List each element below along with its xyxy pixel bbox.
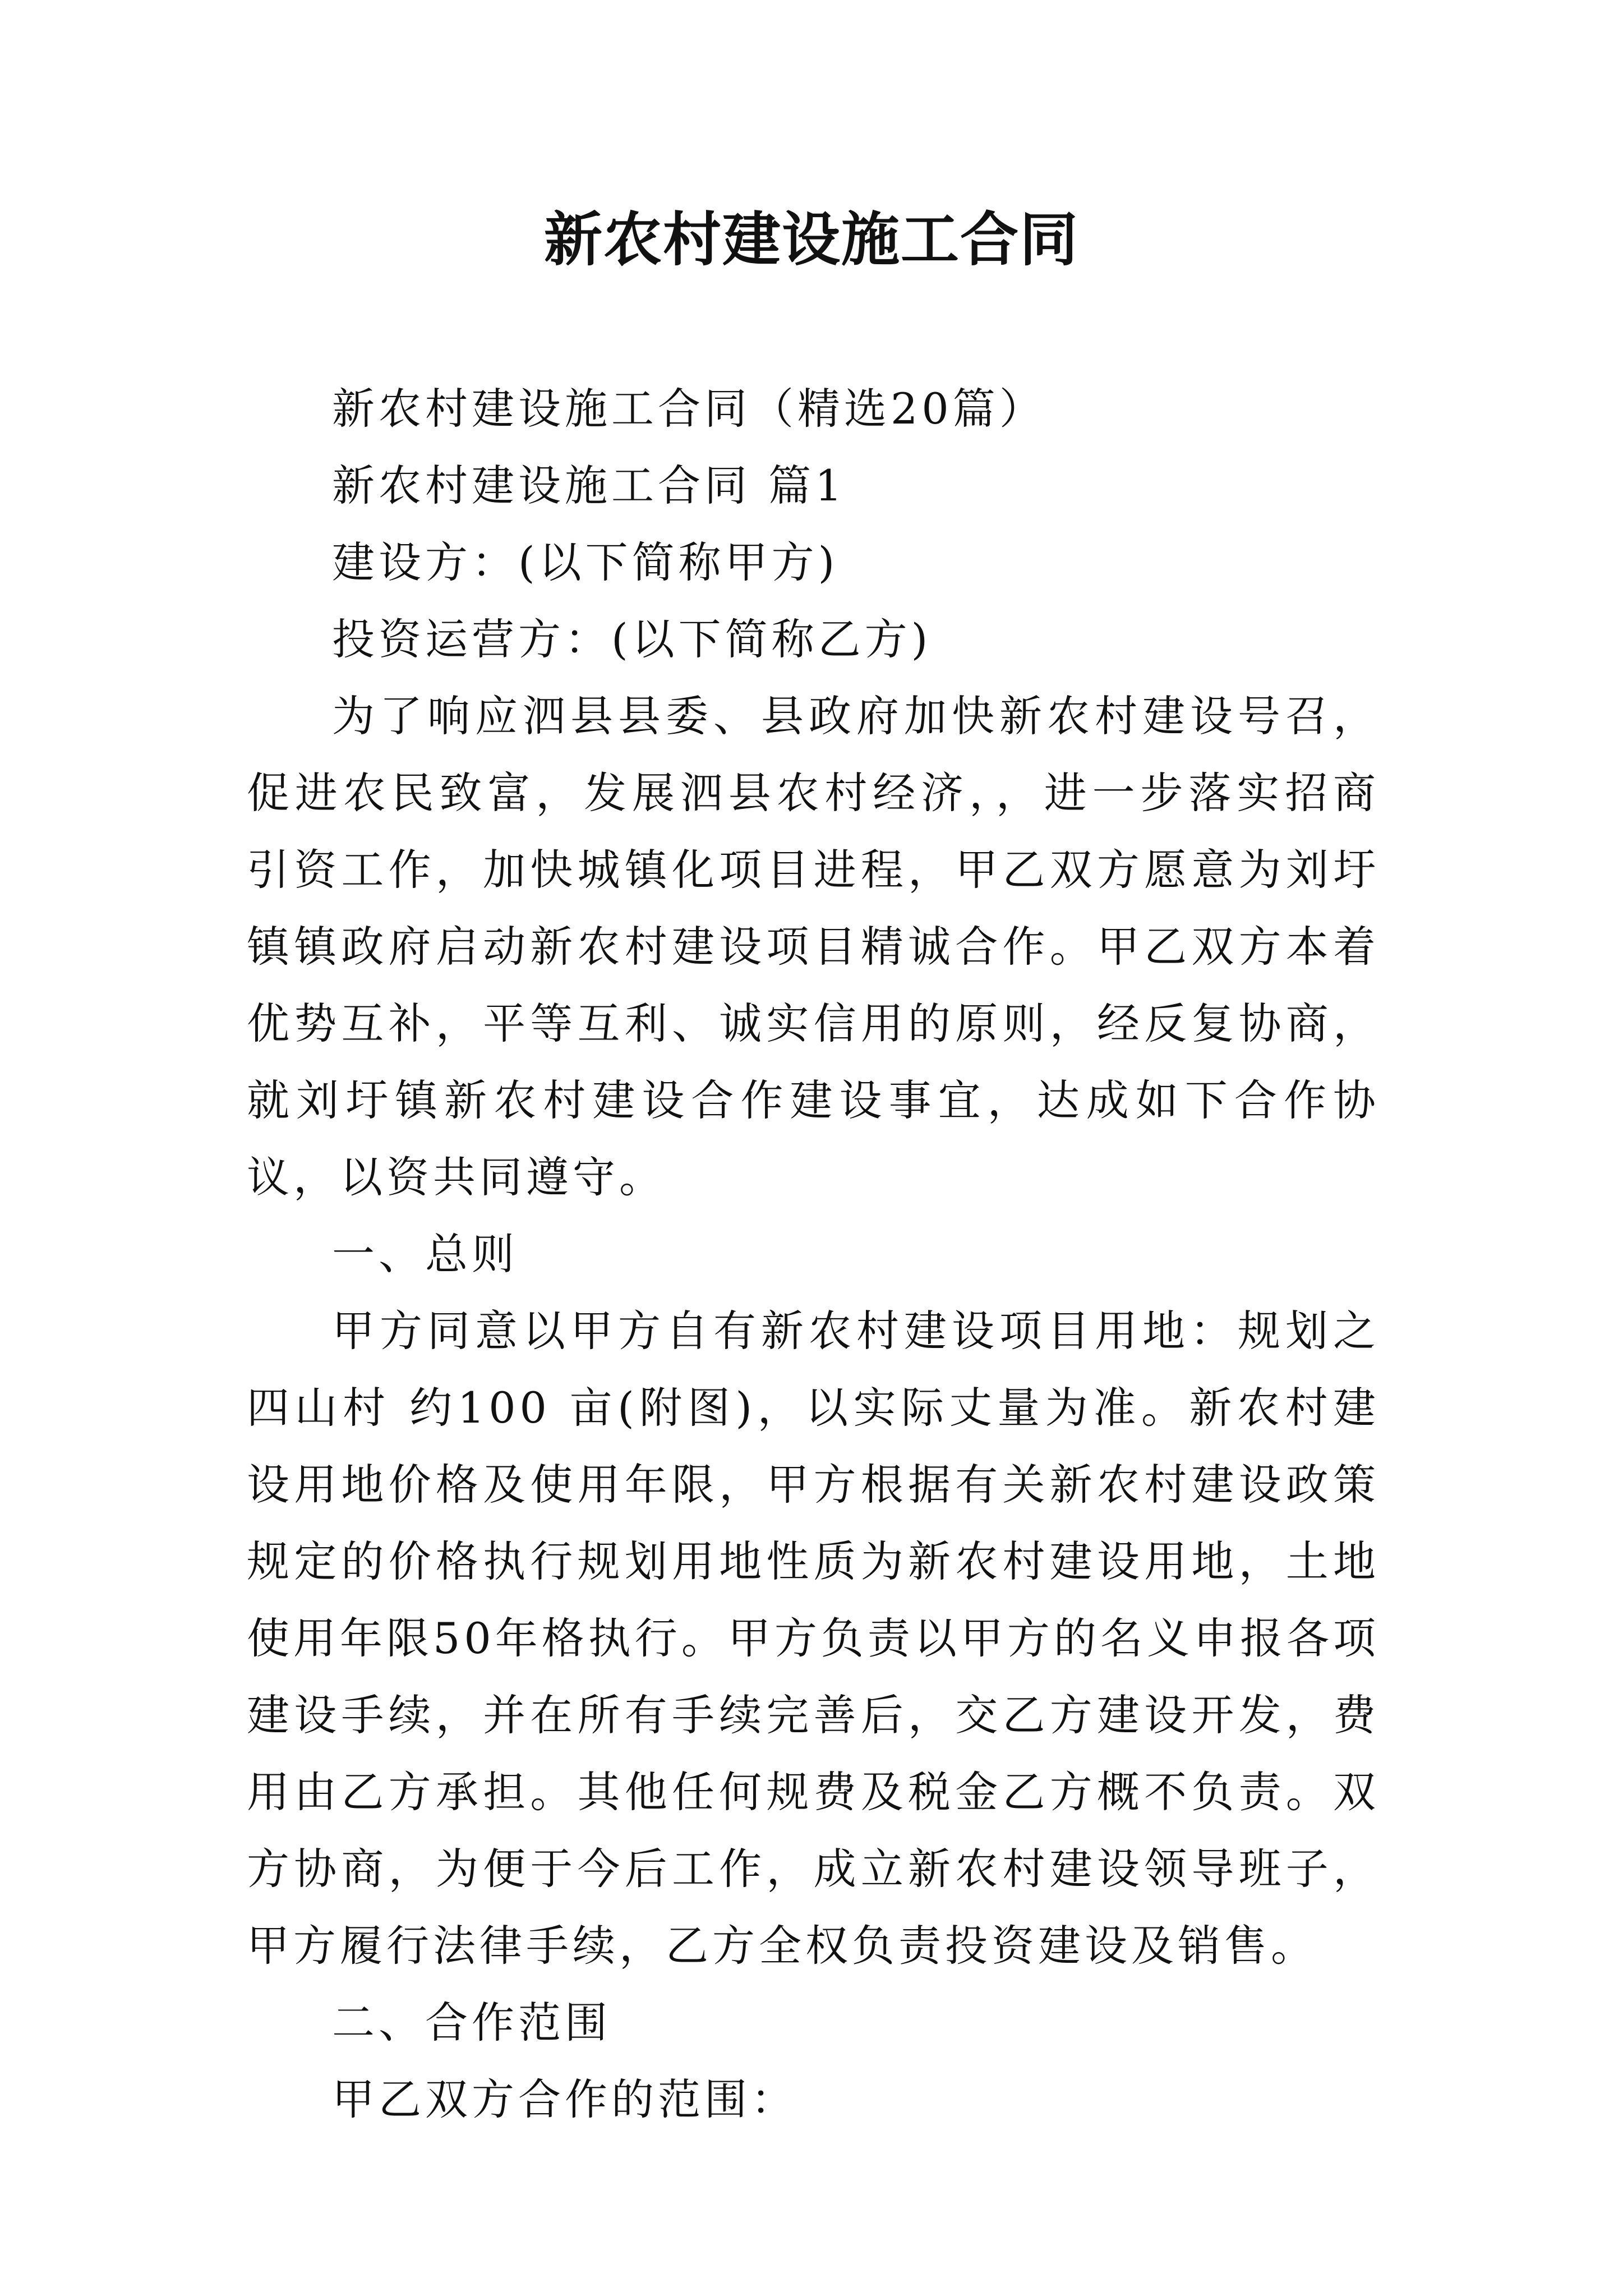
document-body [247, 370, 1380, 2138]
chapter-heading: 新农村建设施工合同 篇1 [332, 461, 846, 510]
party-a-line: 建设方：(以下简称甲方) [332, 537, 839, 587]
document-title: 新农村建设施工合同 [543, 205, 1079, 274]
subtitle-paragraph: 新农村建设施工合同（精选20篇） [332, 384, 1046, 434]
section-heading-general: 一、总则 [332, 1229, 518, 1279]
preamble-paragraph: 为了响应泗县县委、县政府加快新农村建设号召，促进农民致富，发展泗县农村经济，，进一步落实招商引资工作，加快城镇化项目进程，甲乙双方愿意为刘圩镇镇政府启动新农村建设项目精诚合作。甲乙双方本着优势互补，平等互利、诚实信用的原则，经反复协商，就刘圩镇新农村建设合作建设事宜，达成如下合作协议，以资共同遵守。 [247, 691, 1380, 1202]
general-terms-paragraph: 甲方同意以甲方自有新农村建设项目用地：规划之四山村 约100 亩(附图)，以实际丈量为准。新农村建设用地价格及使用年限，甲方根据有关新农村建设政策规定的价格执行规划用地性质为新农村建设用地，土地使用年限50年格执行。甲方负责以甲方的名义申报各项建设手续，并在所有手续完善后，交乙方建设开发，费用由乙方承担。其他任何规费及税金乙方概不负责。双方协商，为便于今后工作，成立新农村建设领导班子，甲方履行法律手续，乙方全权负责投资建设及销售。 [247, 1306, 1380, 1971]
party-b-line: 投资运营方：(以下简称乙方) [332, 614, 932, 664]
scope-paragraph: 甲乙双方合作的范围： [332, 2074, 797, 2124]
section-heading-scope: 二、合作范围 [332, 1998, 611, 2047]
